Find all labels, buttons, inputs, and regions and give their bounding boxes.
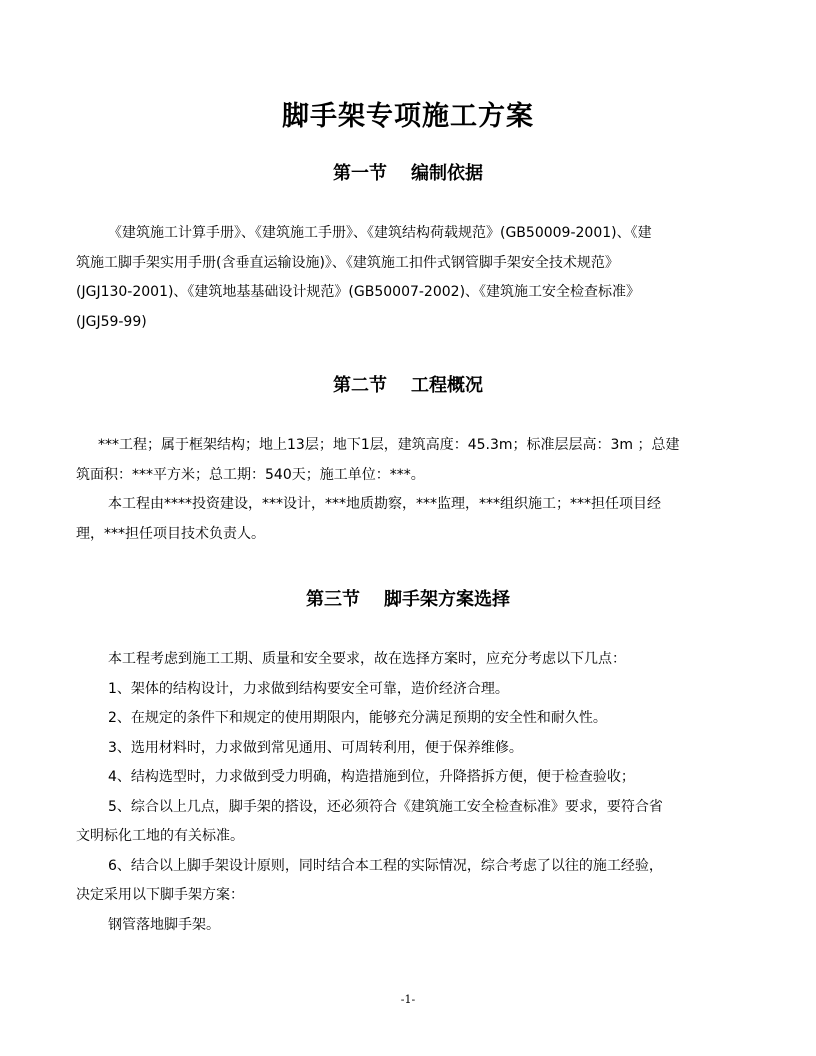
section-1-label: 第一节 — [333, 163, 387, 184]
section-2-line-2: 筑面积：***平方米；总工期：540天；施工单位：***。 — [76, 466, 425, 483]
section-3-line-9: 决定采用以下脚手架方案： — [76, 887, 244, 903]
section-2-body — [76, 431, 746, 549]
section-3-heading — [0, 587, 816, 613]
document-title: 脚手架专项施工方案 — [282, 101, 534, 132]
section-1-line-4: (JGJ59-99) — [76, 313, 147, 330]
page-number: -1- — [400, 993, 416, 1006]
section-3-line-5: 4、结构选型时，力求做到受力明确，构造措施到位，升降搭拆方便，便于检查验收； — [108, 769, 635, 785]
section-1-line-1: 《建筑施工计算手册》、《建筑施工手册》、《建筑结构荷载规范》(GB50009-2001)、《建 — [108, 225, 652, 241]
section-2-label: 第二节 — [333, 375, 387, 396]
section-3-line-6: 5、综合以上几点，脚手架的搭设，还必须符合《建筑施工安全检查标准》要求，要符合省 — [108, 798, 663, 815]
section-1-heading — [0, 161, 816, 187]
section-2-line-4: 理，***担任项目技术负责人。 — [76, 525, 265, 542]
section-1-body — [76, 219, 746, 337]
section-2-name: 工程概况 — [411, 375, 483, 396]
section-1-line-3: (JGJ130-2001)、《建筑地基基础设计规范》(GB50007-2002)、《建筑施工安全检查标准》 — [76, 284, 641, 300]
section-3-label: 第三节 — [306, 589, 360, 610]
section-3-body — [76, 645, 746, 940]
section-3-line-4: 3、选用材料时，力求做到常见通用、可周转利用，便于保养维修。 — [108, 739, 523, 756]
section-3-line-10: 钢管落地脚手架。 — [108, 916, 220, 933]
section-3-line-7: 文明标化工地的有关标准。 — [76, 828, 244, 844]
section-3-name: 脚手架方案选择 — [384, 589, 510, 610]
section-2-line-1: ***工程；属于框架结构；地上13层；地下1层，建筑高度：45.3m；标准层层高：3m ；总建 — [98, 437, 680, 453]
section-3-line-3: 2、在规定的条件下和规定的使用期限内，能够充分满足预期的安全性和耐久性。 — [108, 710, 607, 726]
section-3-line-2: 1、架体的结构设计，力求做到结构要安全可靠，造价经济合理。 — [108, 680, 509, 697]
section-3-line-8: 6、结合以上脚手架设计原则，同时结合本工程的实际情况，综合考虑了以往的施工经验， — [108, 857, 663, 874]
section-3-line-1: 本工程考虑到施工工期、质量和安全要求，故在选择方案时，应充分考虑以下几点： — [108, 651, 626, 667]
section-2-line-3: 本工程由****投资建设，***设计，***地质勘察，***监理，***组织施工；***担任项目经 — [108, 496, 661, 512]
section-2-heading — [0, 373, 816, 399]
section-1-line-2: 筑施工脚手架实用手册(含垂直运输设施)》、《建筑施工扣件式钢管脚手架安全技术规范》 — [76, 254, 619, 271]
section-1-name: 编制依据 — [411, 163, 483, 184]
